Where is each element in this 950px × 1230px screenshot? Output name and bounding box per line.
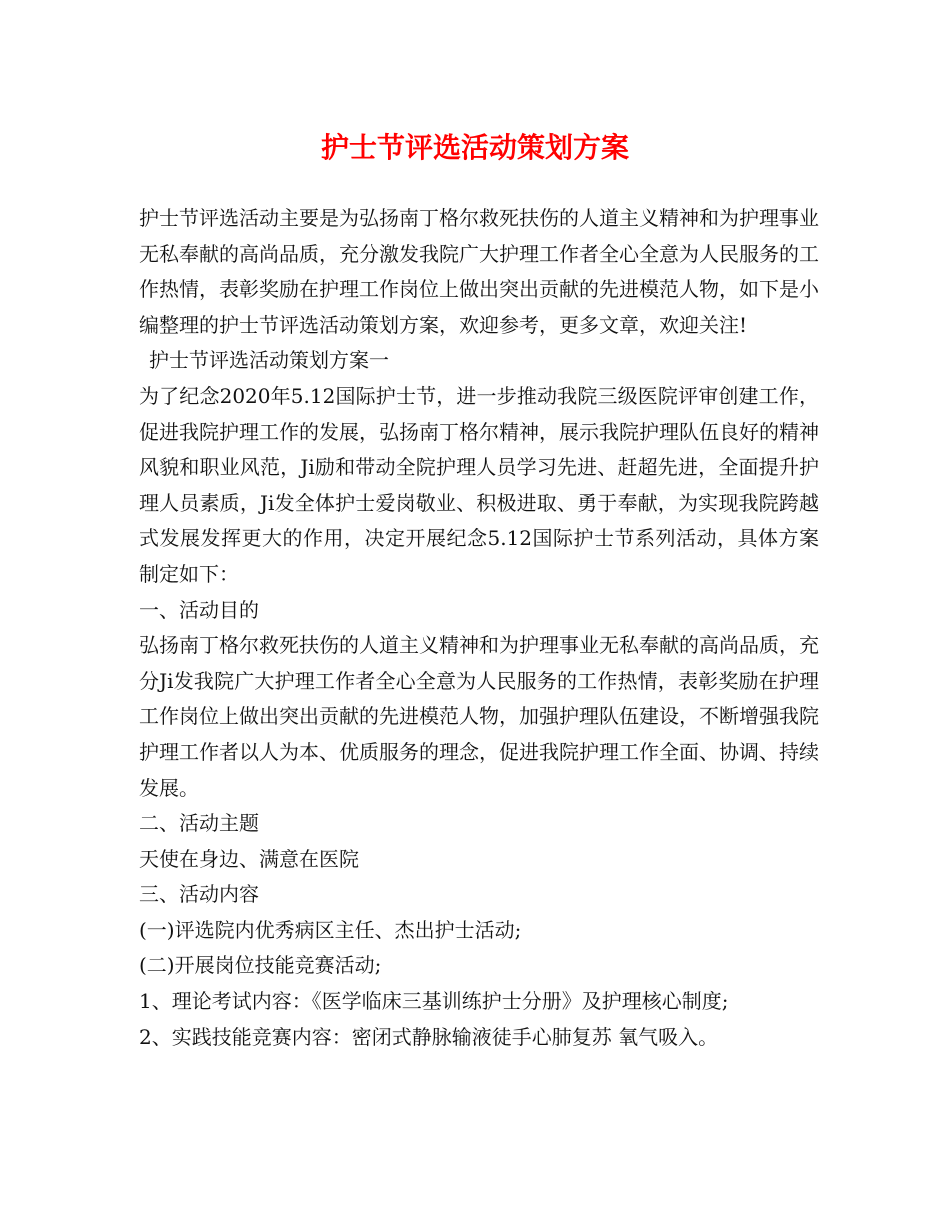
document-body bbox=[139, 201, 819, 1055]
activity-purpose-paragraph: 弘扬南丁格尔救死扶伤的人道主义精神和为护理事业无私奉献的高尚品质，充分Ji发我院广大护理工作者全心全意为人民服务的工作热情，表彰奖励在护理工作岗位上做出突出贡献的先进模范人物，加强护理队伍建设，不断增强我院护理工作者以人为本、优质服务的理念，促进我院护理工作全面、协调、持续发展。 bbox=[139, 633, 819, 800]
document-title: 护士节评选活动策划方案 bbox=[320, 131, 629, 164]
heading-activity-purpose: 一、活动目的 bbox=[139, 597, 259, 622]
section-heading-plan-one: 护士节评选活动策划方案一 bbox=[149, 348, 389, 373]
content-item-one: (一)评选院内优秀病区主任、杰出护士活动; bbox=[139, 917, 522, 942]
activity-theme-text: 天使在身边、满意在医院 bbox=[139, 846, 359, 871]
list-item-theory-exam: 1、理论考试内容：《医学临床三基训练护士分册》及护理核心制度; bbox=[139, 989, 729, 1014]
intro-paragraph: 护士节评选活动主要是为弘扬南丁格尔救死扶伤的人道主义精神和为护理事业无私奉献的高尚品质，充分激发我院广大护理工作者全心全意为人民服务的工作热情，表彰奖励在护理工作岗位上做出突出贡献的先进模范人物，如下是小编整理的护士节评选活动策划方案，欢迎参考，更多文章，欢迎关注! bbox=[139, 206, 819, 337]
content-item-two: (二)开展岗位技能竞赛活动; bbox=[139, 953, 382, 978]
plan-one-paragraph: 为了纪念2020年5.12国际护士节，进一步推动我院三级医院评审创建工作，促进我院护理工作的发展，弘扬南丁格尔精神，展示我院护理队伍良好的精神风貌和职业风范，Ji励和带动全院护理人员学习先进、赶超先进，全面提升护理人员素质，Ji发全体护士爱岗敬业、积极进取、勇于奉献，为实现我院跨越式发展发挥更大的作用，决定开展纪念5.12国际护士节系列活动，具体方案制定如下： bbox=[139, 383, 819, 586]
heading-activity-theme: 二、活动主题 bbox=[139, 811, 259, 836]
list-item-practical-skills: 2、实践技能竞赛内容：密闭式静脉输液徒手心肺复苏 氧气吸入。 bbox=[139, 1024, 719, 1049]
heading-activity-content: 三、活动内容 bbox=[139, 882, 259, 907]
